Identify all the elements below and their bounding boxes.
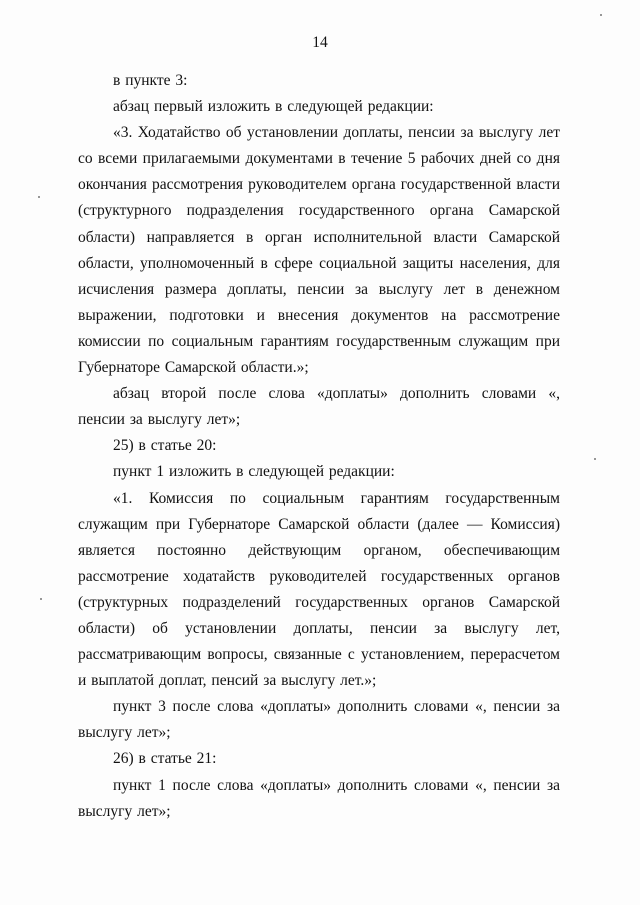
scan-speck [40,598,42,600]
paragraph: пункт 3 после слова «доплаты» дополнить словами «, пенсии за выслугу лет»; [78,698,560,742]
paragraph: «1. Комиссия по социальным гарантиям государственным служащим при Губернаторе Самарской области (далее — Комиссия) является постоянно действующим органом, обеспечивающим рассмотрение ходатайств руководителей государственных органов (структурных подразделений государственных органов Самарской области) об установлении доплаты, пенсии за выслугу лет, рассматривающим вопросы, связанные с установлением, перерасчетом и выплатой доплат, пенсий за выслугу лет.»; [78,489,560,690]
paragraph: «3. Ходатайство об установлении доплаты, пенсии за выслугу лет со всеми прилагаемыми документами в течение 5 рабочих дней со дня окончания рассмотрения руководителем органа государственной власти (структурного подразделения государственного органа Самарской области) направляется в орган исполнительной власти Самарской области, уполномоченный в сфере социальной защиты населения, для исчисления размера доплаты, пенсии за выслугу лет в денежном выражении, подготовки и внесения документов на рассмотрение комиссии по социальным гарантиям государственным служащим при Губернаторе Самарской области.»; [78,124,560,377]
paragraph: абзац второй после слова «доплаты» дополнить словами «, пенсии за выслугу лет»; [78,385,560,429]
paragraph: абзац первый изложить в следующей редакции: [113,98,434,116]
paragraph: 25) в статье 20: [113,437,217,455]
document-body [78,68,560,825]
paragraph: 26) в статье 21: [113,750,217,768]
scan-speck [594,458,596,460]
paragraph: пункт 1 изложить в следующей редакции: [113,463,395,481]
scan-speck [600,14,602,16]
scan-speck [38,196,40,198]
page-number: 14 [312,34,328,51]
paragraph: в пункте 3: [113,72,188,89]
paragraph: пункт 1 после слова «доплаты» дополнить словами «, пенсии за выслугу лет»; [78,776,560,820]
